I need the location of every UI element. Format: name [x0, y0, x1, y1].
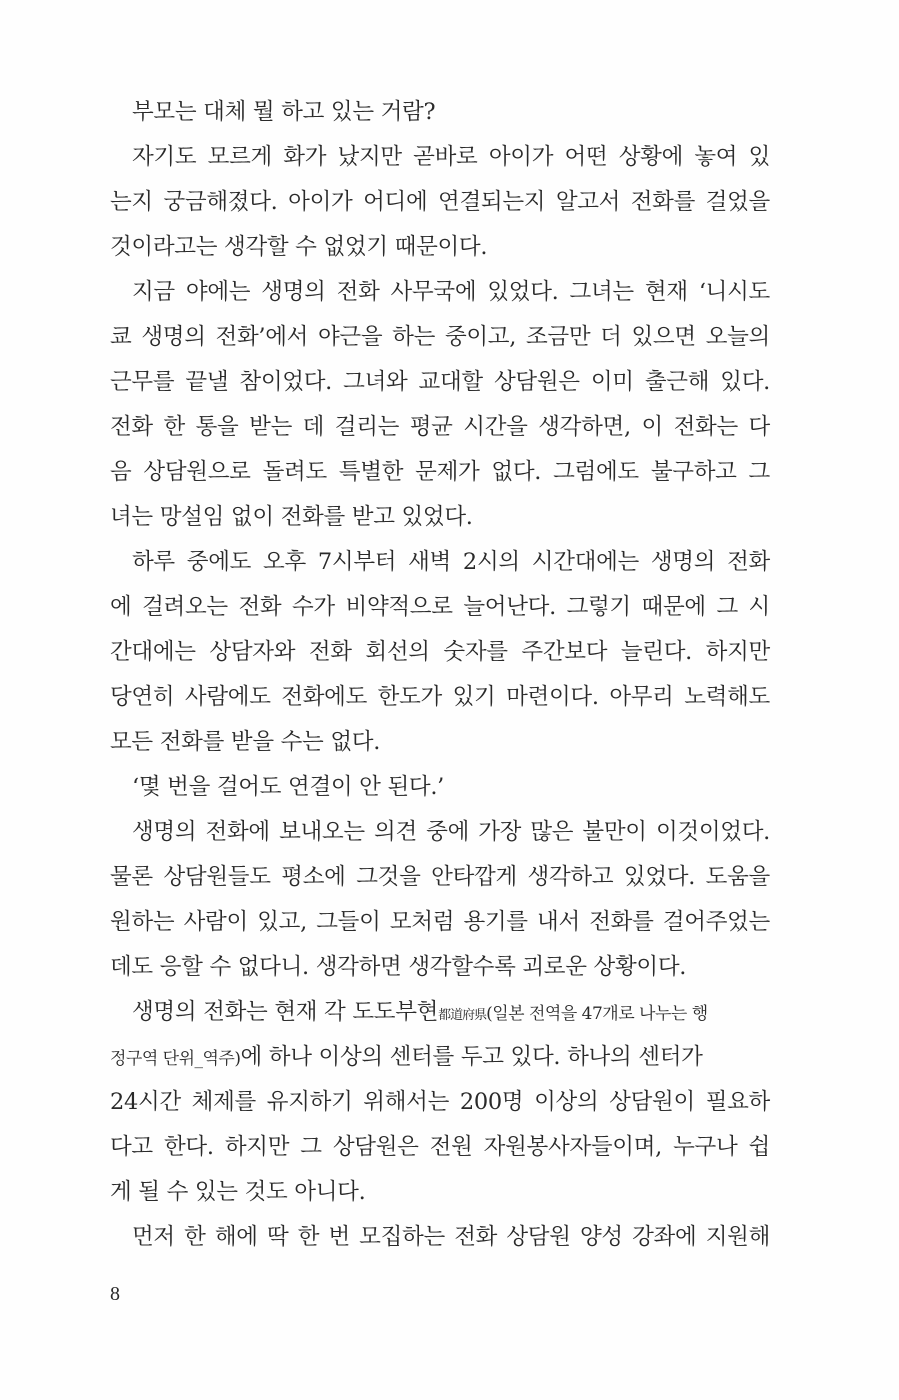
text-line: 하루 중에도 오후 7시부터 새벽 2시의 시간대에는 생명의 전화: [132, 549, 770, 575]
text-line: 물론 상담원들도 평소에 그것을 안타깝게 생각하고 있었다. 도움을: [110, 864, 770, 890]
text-line: [110, 990, 770, 1035]
paragraph-quote: [110, 765, 770, 810]
text-line: 부모는 대체 뭘 하고 있는 거람?: [132, 99, 436, 125]
text-line: 먼저 한 해에 딱 한 번 모집하는 전화 상담원 양성 강좌에 지원해: [132, 1224, 770, 1250]
text-line: ‘몇 번을 걸어도 연결이 안 된다.’: [132, 774, 445, 800]
hanja-annotation: 都道府県: [438, 1008, 487, 1023]
text-line: 다고 한다. 하지만 그 상담원은 전원 자원봉사자들이며, 누구나 쉽: [110, 1134, 770, 1160]
text-line: 에 걸려오는 전화 수가 비약적으로 늘어난다. 그렇기 때문에 그 시: [110, 594, 770, 620]
text-main: 생명의 전화는 현재 각 도도부현: [132, 999, 439, 1025]
paragraph: [110, 540, 770, 765]
text-line: 녀는 망설임 없이 전화를 받고 있었다.: [110, 504, 473, 530]
text-line: 전화 한 통을 받는 데 걸리는 평균 시간을 생각하면, 이 전화는 다: [110, 414, 770, 440]
text-line: [110, 1035, 770, 1080]
paragraph: [110, 810, 770, 990]
text-main: 에 하나 이상의 센터를 두고 있다. 하나의 센터가: [240, 1044, 703, 1070]
paragraph: [110, 270, 770, 540]
paragraph: [110, 1215, 770, 1260]
text-line: 근무를 끝낼 참이었다. 그녀와 교대할 상담원은 이미 출근해 있다.: [110, 369, 770, 395]
text-line: 당연히 사람에도 전화에도 한도가 있기 마련이다. 아무리 노력해도: [110, 684, 770, 710]
paragraph: [110, 990, 770, 1215]
text-line: 자기도 모르게 화가 났지만 곧바로 아이가 어떤 상황에 놓여 있: [132, 144, 770, 170]
text-line: 것이라고는 생각할 수 없었기 때문이다.: [110, 234, 488, 260]
text-line: 데도 응할 수 없다니. 생각하면 생각할수록 괴로운 상황이다.: [110, 954, 687, 980]
text-line: 는지 궁금해졌다. 아이가 어디에 연결되는지 알고서 전화를 걸었을: [110, 189, 770, 215]
translator-note: (일본 전역을 47개로 나누는 행: [486, 1004, 708, 1024]
paragraph: [110, 90, 770, 135]
text-line: 게 될 수 있는 것도 아니다.: [110, 1179, 366, 1205]
text-line: 쿄 생명의 전화’에서 야근을 하는 중이고, 조금만 더 있으면 오늘의: [110, 324, 770, 350]
text-line: 음 상담원으로 돌려도 특별한 문제가 없다. 그럼에도 불구하고 그: [110, 459, 770, 485]
text-line: 원하는 사람이 있고, 그들이 모처럼 용기를 내서 전화를 걸어주었는: [110, 909, 770, 935]
text-line: 24시간 체제를 유지하기 위해서는 200명 이상의 상담원이 필요하: [110, 1089, 770, 1115]
text-line: 생명의 전화에 보내오는 의견 중에 가장 많은 불만이 이것이었다.: [132, 819, 770, 845]
page-number: 8: [110, 1283, 120, 1305]
body-text: [110, 90, 770, 1260]
paragraph: [110, 135, 770, 270]
text-line: 지금 야에는 생명의 전화 사무국에 있었다. 그녀는 현재 ‘니시도: [132, 279, 770, 305]
text-line: 간대에는 상담자와 전화 회선의 숫자를 주간보다 늘린다. 하지만: [110, 639, 770, 665]
text-line: 모든 전화를 받을 수는 없다.: [110, 729, 381, 755]
translator-note: 정구역 단위_역주): [110, 1049, 241, 1069]
